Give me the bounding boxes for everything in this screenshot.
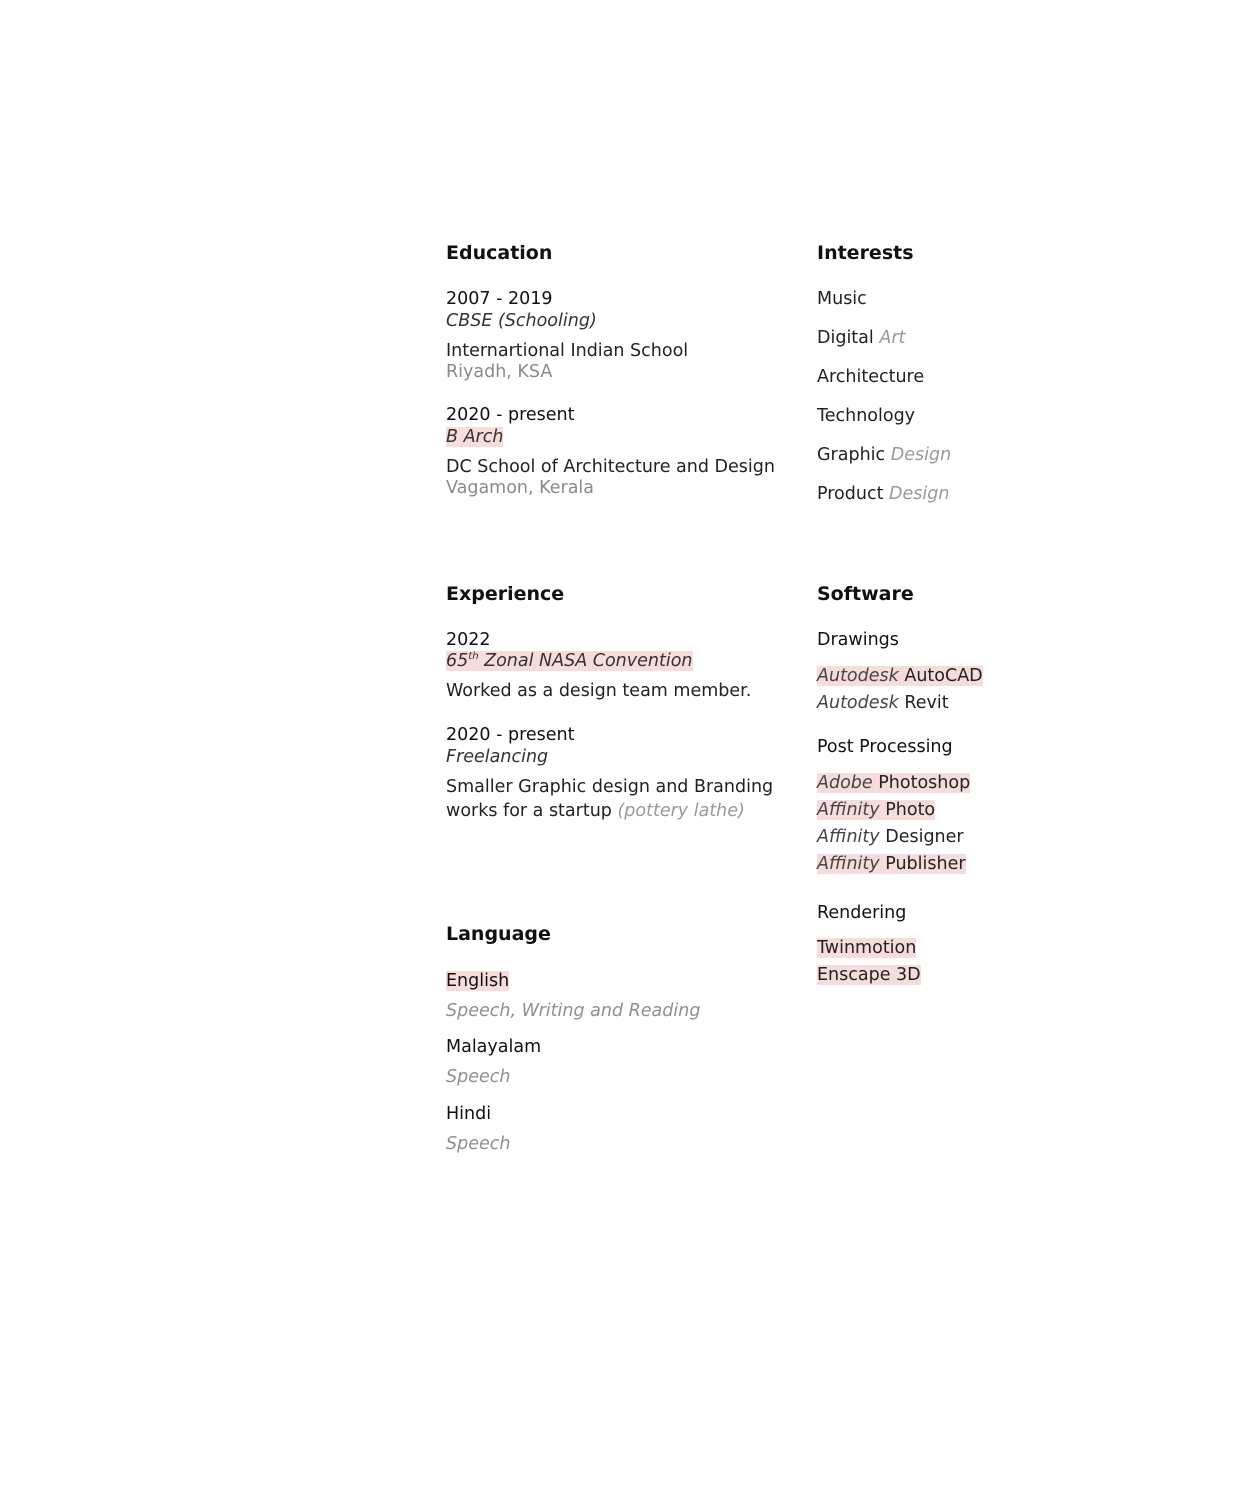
software-heading: Software [817,583,914,605]
software-group-post-processing: Post Processing [817,737,953,757]
interest-item: Architecture [817,367,925,387]
software-item: Adobe Photoshop [817,773,971,793]
interest-item: Graphic Design [817,445,952,465]
experience-title-2: Freelancing [446,747,549,767]
experience-years-1: 2022 [446,630,491,650]
interest-item: Product Design [817,484,950,504]
software-item: Enscape 3D [817,965,921,985]
software-item: Twinmotion [817,938,917,958]
experience-years-2: 2020 - present [446,725,575,745]
interests-heading: Interests [817,242,914,264]
education-location-2: Vagamon, Kerala [446,478,595,498]
education-program-1: CBSE (Schooling) [446,311,597,331]
software-item: Affinity Publisher [817,854,966,874]
education-years-1: 2007 - 2019 [446,289,553,309]
experience-desc-1: Worked as a design team member. [446,681,752,701]
software-group-drawings: Drawings [817,630,899,650]
software-item: Autodesk AutoCAD [817,666,983,686]
interest-item: Music [817,289,867,309]
experience-title-1: 65th Zonal NASA Convention [446,651,693,671]
software-group-rendering: Rendering [817,903,907,923]
education-heading: Education [446,242,553,264]
interest-item: Technology [817,406,916,426]
education-school-1: Internartional Indian School [446,341,689,361]
education-school-2: DC School of Architecture and Design [446,457,775,477]
experience-desc-2-line2: works for a startup (pottery lathe) [446,801,745,821]
software-item: Affinity Photo [817,800,936,820]
experience-desc-2-line1: Smaller Graphic design and Branding [446,777,774,797]
language-name: Malayalam [446,1037,542,1057]
language-name: English [446,971,510,991]
language-name: Hindi [446,1104,492,1124]
education-location-1: Riyadh, KSA [446,362,553,382]
language-detail: Speech [446,1134,511,1154]
language-detail: Speech [446,1067,511,1087]
software-item: Autodesk Revit [817,693,949,713]
interest-item: Digital Art [817,328,906,348]
education-years-2: 2020 - present [446,405,575,425]
language-heading: Language [446,923,551,945]
education-program-2: B Arch [446,427,504,447]
experience-heading: Experience [446,583,565,605]
language-detail: Speech, Writing and Reading [446,1001,701,1021]
software-item: Affinity Designer [817,827,964,847]
